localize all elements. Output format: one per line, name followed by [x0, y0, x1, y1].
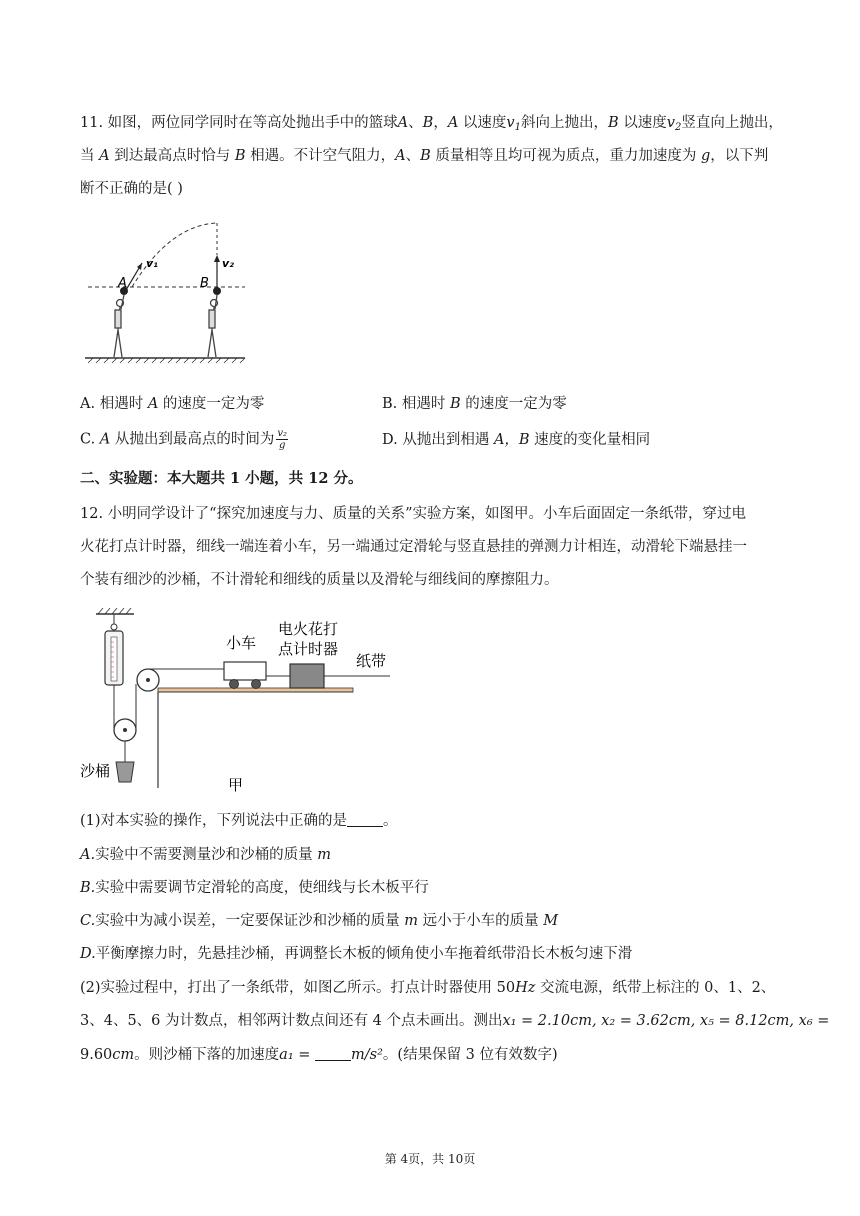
q11-a: A [397, 115, 409, 131]
q11-figure [80, 215, 250, 370]
fig-label-a: A [118, 276, 127, 291]
sand-bucket [116, 762, 134, 782]
cart-wheel-right [252, 680, 261, 689]
q11-text: 以速度 [618, 115, 667, 131]
scale-ring [111, 624, 117, 630]
q12-option-c[interactable] [80, 911, 558, 931]
option-c-fraction [276, 428, 288, 451]
q11-text: 当 [80, 148, 100, 164]
q12-option-b[interactable] [80, 878, 429, 898]
q11-stem-line2 [80, 146, 768, 166]
option-var: m [404, 913, 419, 929]
sub2-measurements: x₁ = 2.10cm, x₂ = 3.62cm, x₅ = 8.12cm, x₆ = [502, 1013, 830, 1029]
fig-label-v2: v₂ [222, 257, 234, 270]
sub2-a1: a₁ [279, 1047, 294, 1063]
q11-stem-line3: 断不正确的是( ) [80, 181, 183, 197]
sub2-eq: = [293, 1047, 316, 1063]
q12-figure-jia [78, 604, 398, 794]
q12-sub2-line1 [80, 978, 775, 998]
q11-text: 11. 如图，两位同学同时在等高处抛出手中的篮球 [80, 115, 398, 131]
label-tape: 纸带 [356, 652, 387, 670]
q11-option-d[interactable] [382, 430, 650, 450]
q11-v2: v [666, 115, 675, 131]
sub2-text: 。(结果保留 3 位有效数字) [382, 1047, 558, 1063]
person-b [208, 287, 221, 357]
fig-label-v1: v₁ [146, 257, 158, 270]
sub2-text: 3、4、5、6 为计数点，相邻两计数点间还有 4 个点未画出。测出 [80, 1013, 503, 1029]
q11-option-a[interactable] [80, 394, 264, 414]
option-a-var: A [147, 396, 159, 412]
q11-option-c[interactable] [80, 428, 288, 451]
fraction-numerator: v₂ [277, 428, 288, 439]
option-d-var: A，B [493, 432, 530, 448]
fig-label-b: B [200, 276, 209, 291]
v2-arrowhead [214, 255, 220, 262]
q11-b: B [607, 115, 619, 131]
label-timer-2: 点计时器 [278, 640, 339, 658]
q12-stem-line2: 火花打点计时器，细线一端连着小车，另一端通过定滑轮与竖直悬挂的弹测力计相连，动滑轮下端悬挂一 [80, 539, 747, 555]
cart-body [224, 662, 266, 680]
label-cart: 小车 [226, 634, 257, 652]
sub1-end: 。 [383, 813, 398, 829]
sub2-text: (2)实验过程中，打出了一条纸带，如图乙所示。打点计时器使用 50 [80, 980, 516, 996]
scale-window [111, 637, 117, 681]
spark-timer [290, 664, 324, 688]
option-label: C. [80, 913, 96, 929]
option-text: 远小于小车的质量 [418, 913, 544, 929]
option-a-text: 的速度一定为零 [158, 396, 265, 412]
option-label: A. [80, 847, 96, 863]
person-a [114, 287, 128, 357]
q11-text: 相遇。不计空气阻力， [245, 148, 396, 164]
q11-b: B [234, 148, 246, 164]
q11-a: A [447, 115, 459, 131]
q11-text: 到达最高点时恰与 [109, 148, 235, 164]
option-c-text: 从抛出到最高点的时间为 [110, 431, 275, 448]
option-d-text: D. 从抛出到相遇 [382, 432, 494, 448]
q11-text: 质量相等且均可视为质点，重力加速度为 [430, 148, 701, 164]
sub2-text: 9.60 [80, 1047, 113, 1063]
q11-stem-line1 [80, 113, 783, 138]
fixed-pulley-axle [146, 678, 150, 682]
option-c-text: C. [80, 431, 100, 448]
q11-text: 竖直向上抛出， [681, 115, 783, 131]
option-label: B. [80, 880, 96, 896]
label-timer-1: 电火花打 [278, 620, 339, 638]
label-jia: 甲 [228, 776, 244, 794]
answer-blank-1[interactable] [347, 812, 383, 827]
q11-text: 斜向上抛出， [520, 115, 608, 131]
q11-text: 、 [405, 148, 421, 164]
fraction-denominator: g [279, 440, 286, 451]
v1-arrowhead [137, 263, 142, 270]
option-text: 实验中不需要测量沙和沙桶的质量 [95, 847, 318, 863]
movable-pulley-axle [123, 728, 127, 732]
option-text: 实验中需要调节定滑轮的高度，使细线与长木板平行 [95, 880, 429, 896]
option-b-text: B. 相遇时 [382, 396, 450, 412]
q12-option-a[interactable] [80, 845, 331, 865]
option-text: 实验中为减小误差，一定要保证沙和沙桶的质量 [95, 913, 405, 929]
q12-option-d[interactable] [80, 944, 632, 964]
q12-sub2-line3 [80, 1045, 558, 1065]
q11-a: A [395, 148, 406, 164]
q12-sub2-line2 [80, 1011, 829, 1031]
q11-v1-sub: 1 [514, 122, 521, 133]
option-c-var: A [99, 431, 111, 448]
sub1-text: (1)对本实验的操作，下列说法中正确的是 [80, 813, 348, 829]
q12-stem-line3: 个装有细沙的沙桶，不计滑轮和细线的质量以及滑轮与细线间的摩擦阻力。 [80, 572, 559, 588]
q11-option-b[interactable] [382, 394, 567, 414]
answer-blank-2[interactable] [315, 1046, 351, 1061]
option-text: 平衡摩擦力时，先悬挂沙桶，再调整长木板的倾角使小车拖着纸带沿长木板匀速下滑 [95, 946, 633, 962]
q12-sub1 [80, 811, 398, 831]
label-bucket: 沙桶 [80, 762, 111, 780]
q12-stem-line1: 12. 小明同学设计了“探究加速度与力、质量的关系”实验方案，如图甲。小车后面固定一条纸带，穿过电 [80, 506, 746, 522]
ceiling-hatch [98, 608, 131, 614]
q11-sep: ， [433, 115, 448, 131]
q11-text: ，以下判 [710, 148, 769, 164]
q11-text: 以速度 [458, 115, 507, 131]
section-heading: 二、实验题：本大题共 1 小题，共 12 分。 [80, 470, 363, 487]
sub2-hz: Hz [515, 980, 536, 996]
q11-b: B [420, 148, 431, 164]
option-var: M [543, 913, 559, 929]
sub2-text: 。则沙桶下落的加速度 [134, 1047, 280, 1063]
option-a-text: A. 相遇时 [80, 396, 148, 412]
q11-g: g [700, 148, 711, 164]
option-label: D. [80, 946, 96, 962]
q11-v1: v [506, 115, 515, 131]
sub2-unit: m/s² [351, 1047, 383, 1063]
q11-a: A [99, 148, 110, 164]
option-var: m [317, 847, 331, 863]
cart-wheel-left [230, 680, 239, 689]
sub2-cm: cm [112, 1047, 135, 1063]
q11-b: B [422, 115, 434, 131]
sub2-text: 交流电源，纸带上标注的 0、1、2、 [535, 980, 776, 996]
option-d-text: 速度的变化量相同 [529, 432, 651, 448]
page-footer: 第 4页，共 10页 [384, 1152, 476, 1166]
option-b-text: 的速度一定为零 [460, 396, 567, 412]
q11-v2-sub: 2 [674, 122, 682, 133]
option-b-var: B [449, 396, 461, 412]
q11-sep: 、 [408, 115, 423, 131]
